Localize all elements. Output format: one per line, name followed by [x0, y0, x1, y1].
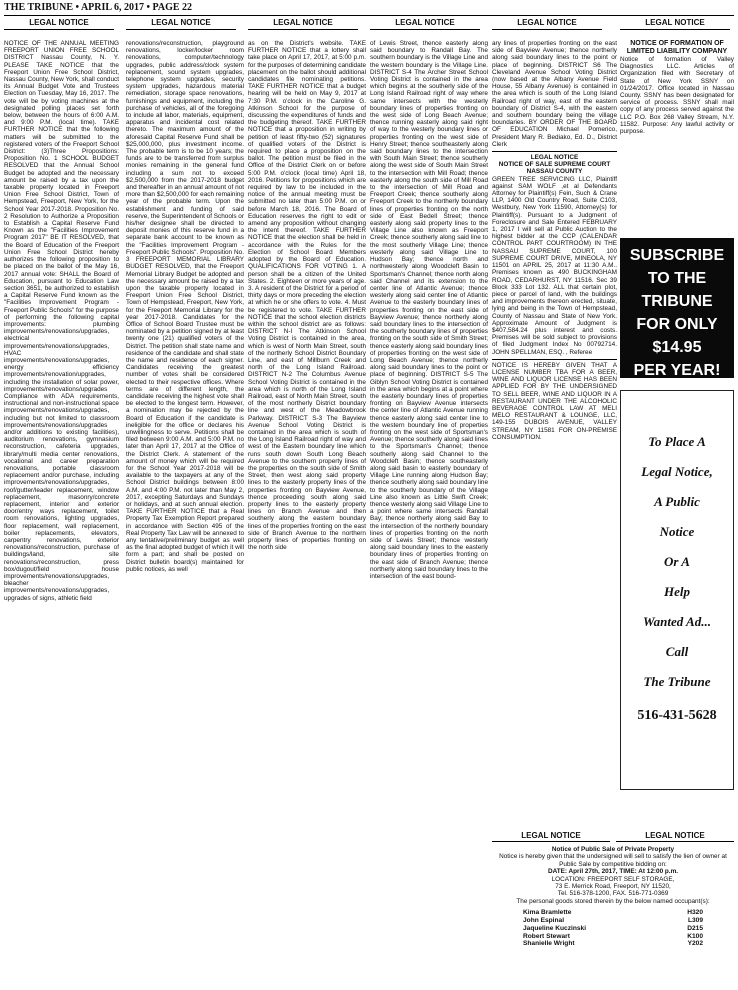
masthead: THE TRIBUNE • APRIL 6, 2017 • PAGE 22 — [4, 0, 734, 16]
occupant-name: Shanielle Wright — [523, 940, 575, 948]
subscribe-ad-line: PER YEAR! — [633, 362, 721, 379]
llc-formation-notice — [620, 40, 734, 220]
llc-formation-title: NOTICE OF FORMATION OF LIMITED LIABILITY COMPANY — [626, 40, 728, 55]
public-sale-title: Notice of Public Sale of Private Property — [551, 846, 675, 853]
notice-header-3: LEGAL NOTICE — [248, 17, 358, 30]
place-notice-line: Legal Notice, — [641, 464, 713, 479]
occupant-list — [523, 909, 703, 948]
notice-header-1: LEGAL NOTICE — [4, 17, 114, 30]
column-2 — [126, 40, 244, 985]
occupant-unit: L309 — [687, 917, 703, 925]
place-notice-line: Notice — [659, 524, 695, 539]
notice-header-5: LEGAL NOTICE — [492, 17, 602, 30]
legal-notice-headers — [4, 17, 734, 31]
column-4-text: of Lewis Street, thence easterly along said boundary to Randall Bay. The southern boundary is the Village Line and the western boundary is the Village Line. DISTRICT S-4 The Archer Street School Voting District is contained in the area which begins at the southerly side of the Long Island Railroad right of way where same intersects with the westerly boundary lines of properties fronting on the west side of Long Beach Avenue; thence running easterly along said right of way to the westerly boundary lines or properties fronting on the west side of Henry Street; thence southeasterly along said boundary lines to the intersection with South Main Street; thence southerly along the west side of South Main Street to the intersection with Mill Road; thence easterly along the south side of Mill Road to the intersection of Mill Road and Freeport Creek; thence southerly along Freeport Creek to the northerly boundary lines of properties fronting on the north side of East Bedell Street; thence easterly along said property lines to the Village Line also known as Freeport Creek; thence southerly along said line to the most southerly Village Line; thence westerly along said Village Line to Hudson Bay; thence north and northwesterly along Woodcleft Basin to Sportsman's Channel; thence north along said Channel and its extension to the center line of Atlantic Avenue; thence westerly along said center line of Atlantic Avenue to the easterly boundary lines of properties fronting on the east side of Bayview Avenue; thence northerly along said boundary lines to the intersection of the southerly boundary lines of properties fronting on the south side of Smith Street; thence easterly along said boundary lines of properties fronting on the west side of Long Beach Avenue; thence northerly along said boundary lines to the point or place of beginning. DISTRICT S-5 The Giblyn School Voting District is contained in the area which begins at a point where the easterly boundary lines of properties fronting on Bayview Avenue intersects the center line of Atlantic Avenue running thence easterly along said center line to the western boundary line of properties fronting on the west side of Sportsman's Avenue; thence southerly along said lines to the Sportsman's Channel; thence southerly along said Channel to the Woodcleft Basin; thence southeasterly along said basin to easterly boundary of Village Line running along Hudson Bay; thence southerly along said boundary line to the southerly boundary of the Village Line also known as Little Swift Creek; thence westerly along said Village Line to a point where same intersects Randall Bay; thence northerly along said Bay to the intersection of the northerly boundary lines of properties fronting on the north side of Lewis Street; thence westerly along said boundary lines to the easterly boundary lines of properties fronting on the east side of Branch Avenue; thence northerly along said boundary lines to the intersection of the east bound- — [370, 40, 488, 581]
notice-header-6: LEGAL NOTICE — [620, 17, 730, 30]
occupant-name: John Espinal — [523, 917, 565, 925]
bottom-legal-headers — [492, 830, 734, 842]
district-s6-text: ary lines of properties fronting on the east side of Bayview Avenue; thence northerly along said boundary lines to the point or place of beginning. DISTRICT S6 The Cleveland Avenue School Voting District (now based at the Albany Avenue Field House, 55 Albany Avenue) is contained in the area which is south of the Long Island Railroad right of way, east of the eastern boundary of District S-4, with the eastern and southern boundary being the village boundaries. BY ORDER OF THE BOARD OF EDUCATION Michael Pomerico, President Mary R. Bediako, Ed. D., District Clerk — [492, 40, 617, 148]
subscribe-ad-line: $14.95 — [652, 339, 702, 356]
list-item — [523, 925, 703, 933]
bottom-header-2: LEGAL NOTICE — [616, 830, 734, 842]
subscribe-ad-line: SUBSCRIBE — [629, 247, 725, 264]
notice-header-4: LEGAL NOTICE — [370, 17, 480, 30]
column-2-text: renovations/reconstruction, playground renovations, locker/locker room renovations, computer/technology upgrades, public address/clock system replacement, sound system upgrades, telephone system upgrades, security system upgrades, hazardous material remediation, storage space renovations, furnishings and equipment, including the purchase of vehicles, all of the foregoing to include all labor, materials, equipment, apparatus and incidental cost related thereto. The maximum amount of the aforesaid Capital Reserve Fund shall be $25,000,000, plus investment income. The probable term is to be 10 years; the funds are to be transferred from surplus monies remaining in the general fund including a sum not to exceed $2,500,000 from the 2017-2018 budget and thereafter in an annual amount of not more than $2,500,000 for each remaining year of the probable term. Upon the establishment and funding of said reserve, the Superintendent of Schools or his/her designee shall be directed to deposit monies of this reserve fund in a separate bank account to be known as the "Facilities Improvement Program - Freeport Public Schools". Proposition No. 3 FREEPORT MEMORIAL LIBRARY BUDGET RESOLVED, that the Freeport Memorial Library Budget be adopted and the necessary amount be raised by a tax upon the taxable property located in Freeport Union Free School District, Town of Hempstead, Freeport, New York, for the Freeport Memorial Library for the year 2017-2018. Candidates for the Office of School Board Trustee must be nominated by a petition signed by at least twenty one (21) qualified voters of the District. The petition shall state name and residence of the candidate and shall state the name and residence of each signer. Candidates receiving the greatest number of votes shall be considered elected to their respective offices. Where terms are of different length, the candidate receiving the highest vote shall be elected to the longest term. However, a nomination may be rejected by the Board of Education if the candidate is ineligible for the office or declares his unwillingness to serve. Petitions shall be filed between 9:00 A.M. and 5:00 P.M. no later than April 17, 2017 at the Office of the District Clerk. A statement of the amount of money which will be required for the School Year 2017-2018 will be available to the taxpayers at any of the School District buildings between 8:00 A.M. and 4:00 P.M. not later than May 2, 2017, excepting Saturdays and Sundays or holidays, and at such annual election. TAKE FURTHER NOTICE that a Real Property Tax Exemption Report prepared in accordance with Section 495 of the Real Property Tax Law will be annexed to any tentative/preliminary budget as well as the final adopted budget of which it will form a part; and shall be posted on District bulletin board(s) maintained for public notices, as well — [126, 40, 244, 573]
public-sale-date: DATE: April 27th, 2017, TIME: At 12:00 p.m. — [547, 868, 679, 876]
subscribe-ad-line: TRIBUNE — [641, 293, 713, 310]
public-sale-address: 73 E. Merrick Road, Freeport, NY 11520, — [555, 883, 671, 891]
subscribe-ad — [620, 238, 734, 378]
column-1-annual-meeting-notice — [4, 40, 119, 985]
legal-notice-header-sale: LEGAL NOTICE — [492, 151, 617, 161]
place-notice-ad — [620, 390, 734, 790]
annual-meeting-text: NOTICE OF THE ANNUAL MEETING FREEPORT UNION FREE SCHOOL DISTRICT Nassau County, N. Y. PLEASE TAKE NOTICE that the Freeport Union Free School District, Nassau County, New York, shall conduct its Annual Budget Vote and Trustees Election on Tuesday, May 16, 2017. The vote will be by voting machines at the designated polling places set forth below, between the hours of 6:00 A.M. and 9:00 P.M. (local time). TAKE FURTHER NOTICE that the following matters will be submitted to the registered voters of the Freeport School District: (3)Three Propositions: Proposition No. 1 SCHOOL BUDGET RESOLVED that the Annual School Budget be adopted and the necessary amount be raised by a tax upon the taxable property located in Freeport Union Free School District, Town of Hempstead, Freeport, New York, for the School Year 2017-2018. Proposition No. 2 Resolution to Authorize a Proposition to Establish a Capital Reserve Fund Known as the "Facilities Improvement Program 2017" BE IT RESOLVED, that the Board of Education of the Freeport Union Free School District hereby authorizes the following proposition to be placed on the ballot of the May 16, 2017 annual vote: SHALL the Board of Education, pursuant to Education Law section 3651, be authorized to establish a Capital Reserve Fund known as the "Facilities Improvement Program - Freeport Public Schools" for the purpose of performing the following capital improvements: plumbing improvements/renovations/upgrades, electrical improvements/renovations/upgrades, HVAC improvements/renovations/upgrades, energy efficiency improvements/renovation/upgrades, including the installation of solar power, improvements/renovations/upgrades Compliance with ADA requirements, instructional and non-instructional space improvements/renovations/upgrades, including but not limited to classroom improvements/renovations/upgrades and/or additions to existing facilities), auditorium renovations, gymnasium reconstruction, cafeteria upgrades, library/multi media center renovations, vocational and career preparation renovations, portable classroom replacement and/or purchase, including improvements/renovations/upgrades, roof/gutter/leader replacement, window replacement, masonry/concrete replacement, interior and exterior door/entry ways replacement, toilet room renovations, lighting upgrades, floor replacement, wall replacement, boiler replacements, elevators, carpentry renovations, exterior renovations/reconstruction, purchase of buildings/land, site renovations/reconstruction, press box/dugout/field house improvements/renovations/upgrades, bleacher improvements/renovations/upgrades, upgrades of signs, athletic field — [4, 40, 119, 602]
list-item — [523, 909, 703, 917]
occupant-unit: D215 — [687, 924, 703, 932]
column-5 — [492, 40, 617, 830]
list-item — [523, 933, 703, 941]
tribune-phone-number: 516-431-5628 — [637, 708, 717, 723]
liquor-license-notice — [492, 359, 617, 441]
subscribe-ad-line: TO THE — [647, 270, 707, 287]
occupant-name: Jaqueline Kuczinski — [523, 924, 587, 932]
place-notice-line: Or A — [664, 554, 690, 569]
public-sale-location: LOCATION: FREEPORT SELF STORAGE, — [551, 875, 675, 883]
occupant-unit: Y202 — [687, 940, 703, 948]
supreme-court-sale-title: NOTICE OF SALE SUPREME COURT NASSAU COUNTY — [498, 161, 611, 176]
place-notice-line: To Place A — [648, 434, 706, 449]
column-3-text: as on the District's website. TAKE FURTHER NOTICE that a lottery shall take place on April 17, 2017, at 5:00 p.m. for the purposes of determining candidate placement on the ballot should additional candidates file nominating petitions. TAKE FURTHER NOTICE that a budget hearing will be held on May 9, 2017 at 7:30 P.M. o'clock in the Caroline G. Atkinson School for the purpose of discussing the expenditures of funds and the budgeting thereof. TAKE FURTHER NOTICE that a proposition in writing by petition of least fifty-two (52) signatures of qualified voters of the District is required to place a proposition on the ballot. The petition must be filed in the Office of the District Clerk on or before 5:00 P.M. o'clock (local time) April 18, 2016. Petitions for propositions which are required by law to be included in the notice of the annual meeting must be submitted no later than 5:00 P.M. on or before March 18, 2016. The Board of Education reserves the right to edit or amend any proposition without changing the intent thereof. TAKE FURTHER NOTICE that the election shall be held in accordance with the Rules for the Election of School Board Members adopted by the Board of Education. QUALIFICATIONS FOR VOTING 1. A person shall be a citizen of the United States. 2. Eighteen or more years of age. 3. A resident of the District for a period of thirty days or more preceding the election at which he or she offers to vote. 4. Must be registered to vote. TAKE FURTHER NOTICE that the school election districts within the school district are as follows: DISTRICT N-I The Atkinson School Voting District is contained in the area, which is west of North Main Street, south of the northerly School District Boundary Line, and east of Millburn Creek and north of the Long Island Railroad. DISTRICT N-2 The Columbus Avenue School Voting District is contained in the area which is north of the Long Island Railroad, east of North Main Street, south of the most northerly District boundary line and west of the Meadowbrook Parkway. DISTRICT S-3 The Bayview Avenue School Voting District is contained in the area which is south of the Long Island Railroad right of way and west of the Eastern boundary line which runs south down South Long Beach Avenue to the southern property lines of the properties on the south side of Smith Street, then west along said property lines to the easterly property lines of the properties fronting on Bayview Avenue, thence proceeding south along said property lines to the easterly property lines on Branch Avenue and then southerly along the eastern boundary lines of the properties fronting on the east side of Branch Avenue to the northern property lines of properties fronting on the north side — [248, 40, 366, 552]
column-4 — [370, 40, 488, 985]
llc-formation-text: Notice of formation of Valley Diagnostics LLC. Articles of Organization filed with Secretary of State of New York SSNY on 01/24/2017. Office located in Nassau County. SSNY has been designated for service of process. SSNY shall mail copy of any process served against the LLC P.O. Box 268 Valley Stream, N.Y. 11582. Purpose: Any lawful activity or purpose. — [620, 56, 734, 136]
public-sale-occupants-intro: The personal goods stored therein by the below named occupant(s): — [516, 897, 710, 905]
occupant-unit: K100 — [687, 932, 703, 940]
supreme-court-sale-text: GREEN TREE SERVICING LLC, Plaintiff against SAM WOLF ,et al Defendants Attorney for Plaintiff(s) Fein, Such & Crane LLP, 1400 Old Country Road, Suite C103, Westbury, New York 11590, Attorney(s) for Plaintiff(s). Pursuant to a Judgment of Foreclosure and Sale Entered FEBRUARY 1, 2017 I will sell at Public Auction to the highest bidder at the CCP (CALENDAR CONTROL PART COURTROOM) IN THE NASSAU SUPREME COURT, 100 SUPREME COURT DRIVE, MINEOLA, NY 11501 on APRIL 25, 2017 at 11:30 A.M.. Premises known as 490 BUCKINGHAM ROAD, CEDARHURST, NY 11516. Sec 39 Block 333 Lot 132. ALL that certain plot, piece or parcel of land, with the buildings and improvements thereon erected, situate, lying and being in the Town of Hempstead, County of Nassau and State of New York. Approximate Amount of Judgment is $407,584.24 plus interest and costs. Premises will be sold subject to provisions of filed Judgment Index No 00792714. JOHN SPELLMAN, ESQ. , Referee — [492, 175, 617, 356]
occupant-name: Kima Bramlette — [523, 909, 572, 917]
place-notice-line: A Public — [654, 494, 700, 509]
public-sale-phones: Tel. 516-378-1200, FAX. 516-771-0369 — [557, 890, 669, 898]
place-notice-line: The Tribune — [643, 674, 711, 689]
place-notice-line: Help — [664, 584, 690, 599]
list-item — [523, 940, 703, 948]
column-3 — [248, 40, 366, 985]
place-notice-line: Wanted Ad... — [643, 614, 711, 629]
liquor-license-text: NOTICE IS HEREBY GIVEN THAT A LICENSE NUMBER TBA FOR A BEER, WINE AND LIQUOR LICENSE HAS BEEN APPLIED FOR BY THE UNDERSIGNED TO SELL BEER, WINE AND LIQUOR IN A RESTAURANT UNDER THE ALCOHOLIC BEVERAGE CONTROL LAW AT MELI MELO RESTAURANT & LOUNGE, LLC, 149-155 DUBOIS AVENUE, VALLEY STREAM, NY 11581 FOR ON-PREMISE CONSUMPTION. — [492, 361, 617, 441]
notice-header-2: LEGAL NOTICE — [126, 17, 236, 30]
public-sale-intro: Notice is hereby given that the undersigned will sell to satisfy the lien of owner at Public Sale by competitive bidding on: — [499, 853, 727, 868]
subscribe-ad-line: FOR ONLY — [636, 316, 718, 333]
public-sale-notice — [492, 846, 734, 986]
bottom-header-1: LEGAL NOTICE — [492, 830, 610, 842]
occupant-unit: H320 — [687, 909, 703, 917]
place-notice-line: Call — [665, 644, 689, 659]
occupant-name: Robert Stewart — [523, 932, 570, 940]
list-item — [523, 917, 703, 925]
